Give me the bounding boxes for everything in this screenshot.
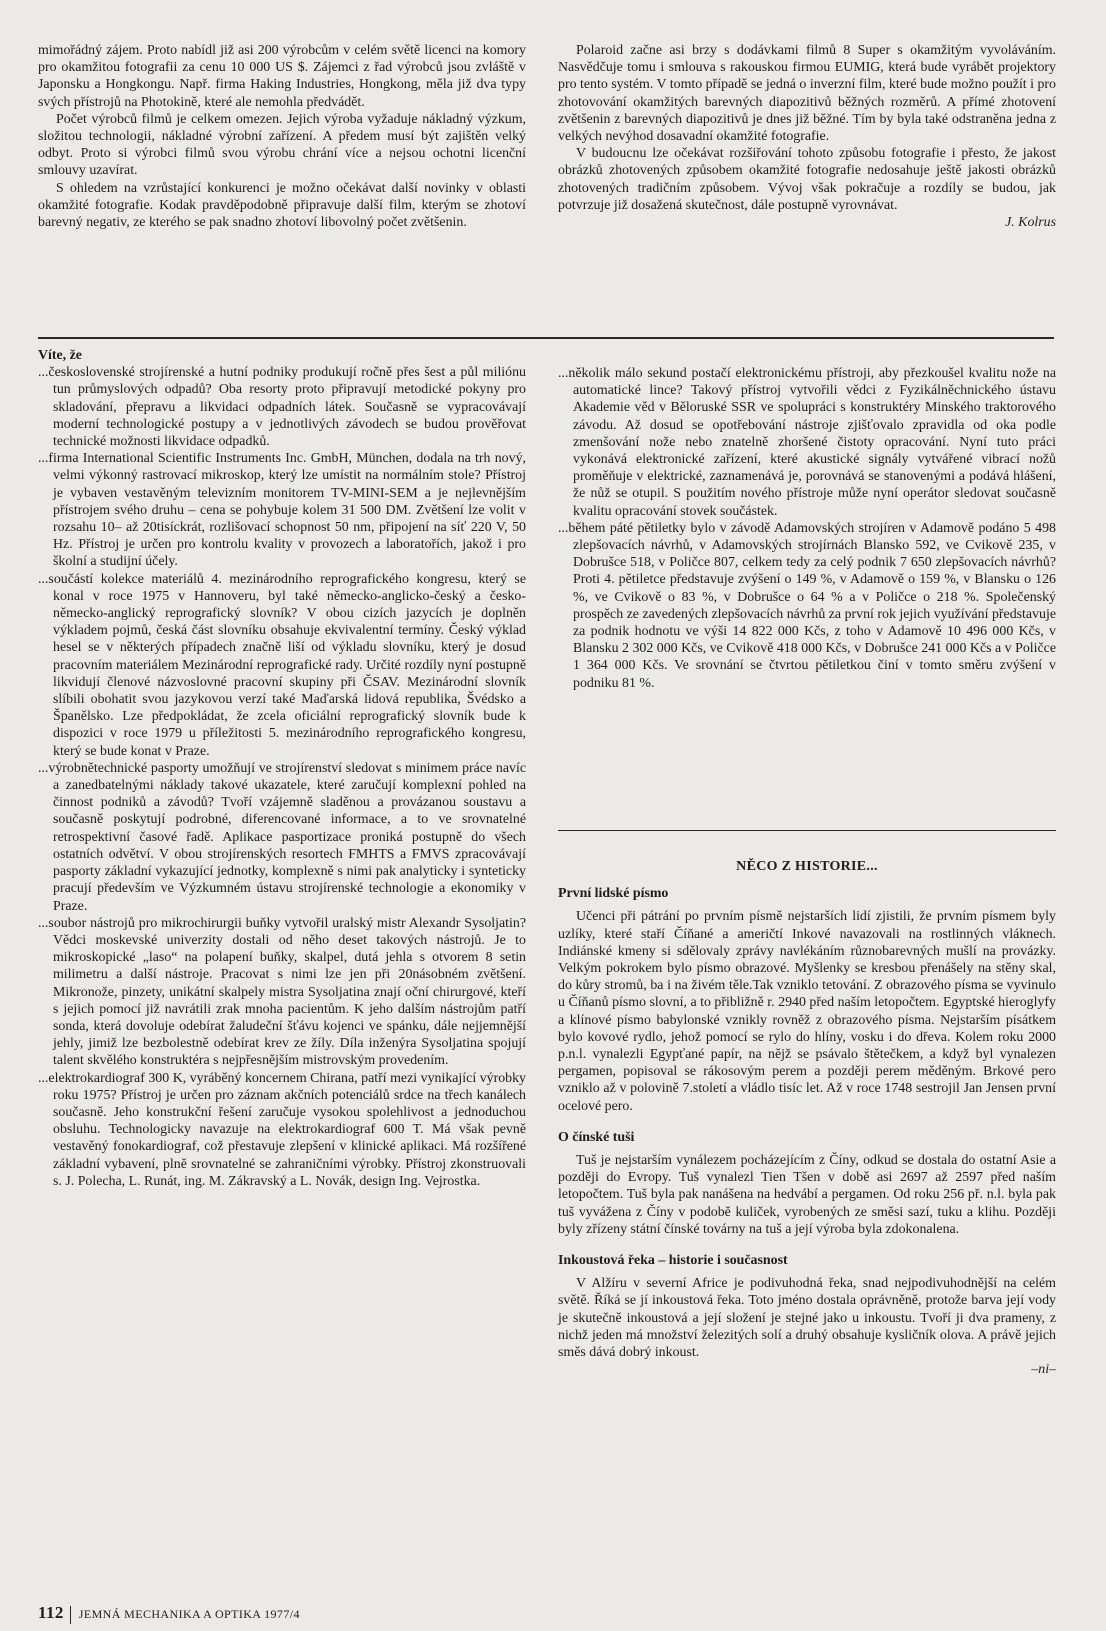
list-item: ...elektrokardiograf 300 K, vyráběný koncernem Chirana, patří mezi vynikající výrobky roku 1975? Přístroj je určen pro záznam akčních potenciálů srdce na třech kanálech současně. Jeho konstrukční řešení zaručuje vysokou spolehlivost a jednoduchou obsluhu. Technologicky navazuje na elektrokardiograf 600 T. Má však pevně vestavěný fonokardiograf, což přestavuje zlepšení v klinické aplikaci. Má rozšířené základní vybavení, plně srovnatelné se zahraničními výrobky. Přístroj zkonstruovali s. J. Polecha, L. Runát, ing. M. Zákravský a L. Novák, design Ing. Vejrostka. [38, 1070, 526, 1189]
paragraph: Tuš je nejstarším vynálezem pocházejícím z Číny, odkud se dostala do ostatní Asie a později do Evropy. Tuš vynalezl Tien Tšen v době asi 2697 až 2597 před naším letopočtem. Tuš byla pak nanášena na hedvábí a pergamen. Od roku 256 př. n.l. byla pak tuš vyvážena z Číny v podobě kuliček, vyrobených ze směsi sazí, tuku a klihu. Později byly zřízeny státní čínské továrny na tuš a její výroba byla zdokonalena. [558, 1153, 1056, 1237]
section-heading: O čínské tuši [558, 1129, 635, 1145]
section-divider [558, 830, 1056, 831]
top-left-column [38, 42, 526, 231]
history-title: NĚCO Z HISTORIE... [736, 859, 878, 874]
paragraph: S ohledem na vzrůstající konkurenci je možno očekávat další novinky v oblasti okamžité fotografie. Kodak pravděpodobně připravuje další film, kterým se zhotoví barevný negativ, ze kterého se pak snadno zhotoví libovolný počet zvětšenin. [38, 180, 526, 231]
section-divider [38, 337, 1054, 339]
top-right-column [558, 42, 1056, 231]
paragraph: V budoucnu lze očekávat rozšiřování tohoto způsobu fotografie i přesto, že jakost obrázků zhotovených způsobem okamžité fotografie nedosahuje ještě jakosti obrázků zhotovených tradičním způsobem. Vývoj však pokračuje a rozdíly se budou, jak potvrzuje již dosažená skutečnost, dále postupně vyrovnávat. [558, 146, 1056, 213]
vite-right-column [558, 365, 1056, 692]
author-signature: J. Kolrus [1005, 215, 1056, 231]
history-column [558, 858, 1056, 1378]
section-heading: První lidské písmo [558, 886, 669, 902]
list-item: ...výrobnětechnické pasporty umožňují ve strojírenství sledovat s minimem práce navíc a zanedbatelnými náklady takové ukazatele, které zaručují komplexní pohled na činnost podniků a závodů? Tvoří vzájemně sladěnou a provázanou soustavu a současně poskytují podrobné, diferencované informace, a to ve srovnatelné retrospektivní časové řadě. Aplikace pasportizace proniká postupně do všech ostatních odvětví. V obou strojírenských resortech FMHTS a FMVS zpracovávají pasporty základní vykazující jednotky, komplexně s nimi pak analyticky i synteticky pracují především ve Výzkumném ústavu strojírenské technologie a ekonomiky v Praze. [38, 760, 526, 914]
paragraph: V Alžíru v severní Africe je podivuhodná řeka, snad nejpodivuhodnější na celém světě. Říká se jí inkoustová řeka. Toto jméno dostala oprávněně, protože barva její vody je skutečně inkoustová a její složení je stejné jako u inkoustu. Tvoří ji dva prameny, z nichž jeden má množství železitých solí a druhý obsahuje kysličník olova. A právě jejich směs dává dobrý inkoust. [558, 1276, 1056, 1361]
list-item: ...součástí kolekce materiálů 4. mezinárodního reprografického kongresu, který se konal v roce 1975 v Hannoveru, byl také německo-anglicko-český a česko-německo-anglický reprografický slovník? V obou cizích jazycích je doplněn výkladem pojmů, česká část slovníku obsahuje ekvivalentní termíny. Český výklad hesel se v některých případech značně liší od výkladu slovníku, který je dosud pracovním materiálem Mezinárodní reprografické rady. Určité rozdíly nyní postupně likvidují členové názvoslovné pracovní skupiny při ČSAV. Mezinárodní slovník slíbili obohatit svou jazykovou verzí také Maďarská lidová republika, Švédsko a Španělsko. Lze předpokládat, že zcela oficiální reprografický slovník bude k dispozici v roce 1979 u příležitosti 5. mezinárodního reprografického kongresu, který se bude konat v Praze. [38, 571, 526, 759]
section-heading: Inkoustová řeka – historie i současnost [558, 1253, 788, 1269]
list-item: ...soubor nástrojů pro mikrochirurgii buňky vytvořil uralský mistr Alexandr Sysoljatin? Vědci moskevské univerzity dostali od něho deset takových nástrojů. Je to mikroskopické „laso“ na polapení buňky, skalpel, dutá jehla s otvorem 8 setin milimetru a další nástroje. Pracovat s nimi lze jen při 20násobném zvětšení. Mikronože, pinzety, unikátní skalpely mistra Sysoljatina znají oční chirurgové, kteří s jejich pomocí již navrátili zrak mnoha pacientům. K jeho dalším nástrojům patří sonda, která dovoluje odebírat žaludeční šťávu kojenci ve spánku, dále nejjemnější jehly, jimiž lze bezbolestně odebírat krev ze žíly. Díla inženýra Sysoljatina spojují talent skvělého konstruktéra s nejpřesnějším mistrovským provedením. [38, 915, 526, 1069]
paragraph: mimořádný zájem. Proto nabídl již asi 200 výrobcům v celém světě licenci na komory pro okamžitou fotografii za cenu 10 000 US $. Zájemci z řad výrobců jsou zvláště v Japonsku a Hongkongu. Např. firma Haking Industries, Hongkong, měla již dva typy svých přístrojů na Photokině, které ale nemohla předvádět. [38, 43, 526, 110]
list-item: ...několik málo sekund postačí elektronickému přístroji, aby přezkoušel kvalitu nože na automatické lince? Takový přístroj vytvořili vědci z Fyzikálněchnického ústavu Akademie věd v Běloruské SSR ve spolupráci s konstruktéry Minského traktorového závodu. Až dosud se opotřebování nástroje zjišťovalo zpravidla od oka podle zmenšování nože nebo znatelně zhoršené čistoty opracování. Nyní tuto práci vykonává elektronické zařízení, které akustické signály vytvářené vibrací nožů proměňuje v elektrické, zaznamenává je, porovnává se stanovenými a podává hlášení, že nůž se otupil. S použitím nového přístroje může nyní operátor sledovat současně kvalitu opracování stovek součástek. [558, 366, 1056, 519]
author-signature: –ni– [1031, 1362, 1056, 1378]
vite-left-column [38, 347, 526, 1190]
list-item: ...československé strojírenské a hutní podniky produkují ročně přes šest a půl miliónu tun průmyslových odpadů? Oba resorty proto připravují metodické pokyny pro skladování, přepravu a likvidaci odpadních látek. Současně se vypracovávají moderní technologické postupy a v jednotlivých závodech se budou prověřovat technické možnosti likvidace odpadků. [38, 365, 526, 450]
journal-name: JEMNÁ MECHANIKA A OPTIKA 1977/4 [78, 1607, 300, 1621]
paragraph: Počet výrobců filmů je celkem omezen. Jejich výroba vyžaduje nákladný výzkum, složitou technologii, nákladné výrobní zařízení. A předem musí být zajištěn velký odbyt. Proto si výrobci filmů svou výrobu chrání více a nejsou ochotni licenční smlouvy uzavírat. [38, 111, 526, 179]
footer-separator [70, 1606, 71, 1624]
list-item: ...firma International Scientific Instruments Inc. GmbH, München, dodala na trh nový, velmi výkonný rastrovací mikroskop, který lze umístit na normálním stole? Přístroj je vybaven vestavěným televizním monitorem TV-MINI-SEM a je nejlevnějším přístrojem svého druhu – cena se pohybuje kolem 31 500 DM. Zvětšení lze volit v rozsahu 10– až 20tisíckrát, rozlišovací schopnost 50 nm, připojení na síť 220 V, 50 Hz. Přístroj je určen pro kontrolu kvality v provozech a laboratořích, jakož i pro školní a studijní účely. [38, 451, 526, 570]
section-heading: Víte, že [38, 348, 82, 363]
paragraph: Učenci při pátrání po prvním písmě nejstarších lidí zjistili, že prvním písmem byly uzlíky, které staří Číňané a američtí Inkové navazovali na rostlinných vláknech. Indiánské kmeny si sdělovaly zprávy navlékáním různobarevných mušlí na provázky. Velkým pokrokem bylo písmo obrazové. Myšlenky se kresbou přenášely na stěny skal, do kůry stromů, ba i na živém těle.Tak vzniklo tetování. Z obrazového písma se vyvinulo u Číňanů písmo slovní, a to přibližně r. 2940 před naším letopočtem. Egyptské hieroglyfy a klínové písmo babylonské vznikly rovněž z obrazového písma. Nejstarším písátkem bylo kovové rydlo, jehož pomocí se rylo do hlíny, vosku i do dřeva. Kolem roku 2000 p.n.l. vynalezli Egypťané papír, na nějž se psávalo štětečkem, a když byl vynalezen pergamen, popisoval se rákosovým perem a později perem měděným. Brkové pero vzniklo až v polovině 7.století a vládlo tisíc let. Až v roce 1748 sestrojil Jan Jensen první ocelové pero. [558, 909, 1056, 1114]
list-item: ...během páté pětiletky bylo v závodě Adamovských strojíren v Adamově podáno 5 498 zlepšovacích návrhů, v Adamovských strojírnách Blansko 592, ve Cvikově 235, v Dobrušce 518, v Poličce 807, celkem tedy za celý podnik 7 650 zlepšovacích návrhů? Proti 4. pětiletce představuje zvýšení o 149 %, v Adamově o 159 %, v Blansku o 126 %, ve Cvikově o 83 %, v Dobrušce o 64 % a v Poličce o 218 %. Společenský prospěch ze zavedených zlepšovacích návrhů za první rok jejich využívání představuje za podnik hodnotu ve výši 14 822 000 Kčs, z toho v Adamově 10 496 000 Kčs, v Blansku 2 302 000 Kčs, ve Cvikově 418 000 Kčs, v Dobrušce 241 000 Kčs a v Poličce 1 364 000 Kčs. Ve srovnání se čtvrtou pětiletkou činí v tomto směru zvýšení v podniku 81 %. [558, 520, 1056, 691]
page-footer [38, 1603, 300, 1624]
paragraph: Polaroid začne asi brzy s dodávkami filmů 8 Super s okamžitým vyvoláváním. Nasvědčuje tomu i smlouva s rakouskou firmou EUMIG, která bude vyrábět projektory pro tento systém. V tomto případě se jedná o inverzní film, které bude možno použít i pro zhotovování okamžitých barevných diapozitivů běžných rozměrů. A přímé zhotovení zvětšenin z barevných diapozitivů je dnes již běžné. Tím by byla také odstraněna jedna z velkých nevýhod dosavadní okamžité fotografie. [558, 43, 1056, 145]
page-number: 112 [38, 1603, 64, 1622]
